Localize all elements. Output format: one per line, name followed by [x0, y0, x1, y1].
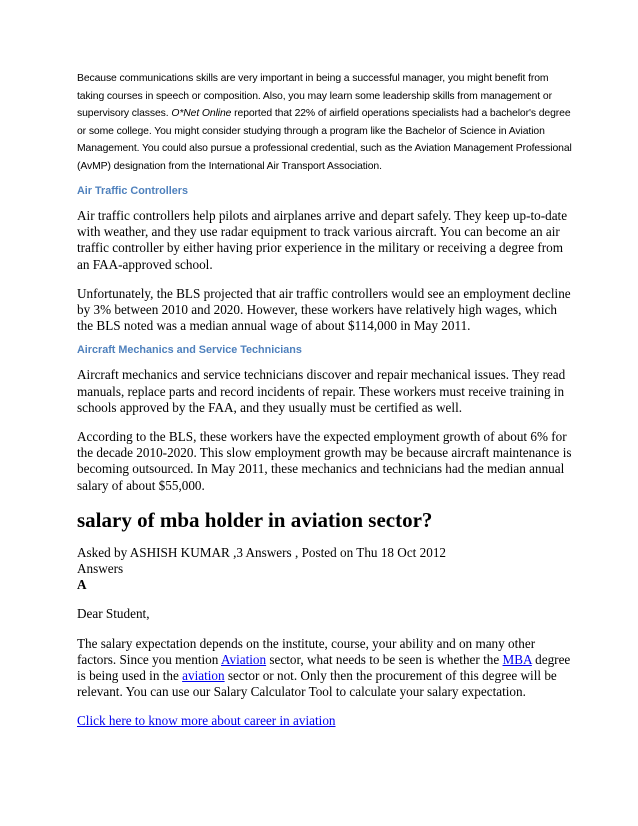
intro-source-name: O*Net Online — [171, 108, 232, 119]
career-aviation-link[interactable]: Click here to know more about career in aviation — [77, 713, 336, 729]
answer-text-2: sector, what needs to be seen is whether the — [266, 651, 503, 667]
answer-text-3: degree is being used in the — [77, 651, 571, 684]
air-traffic-paragraph-1: Air traffic controllers help pilots and airplanes arrive and depart safely. They keep up-to-date with weather, and they use radar equipment to track various aircraft. You can become an air traffic controller by either having prior experience in the military or receiving a degree from an FAA-approved school. — [77, 208, 568, 272]
intro-paragraph — [77, 70, 572, 175]
question-title: salary of mba holder in aviation sector? — [77, 507, 433, 532]
intro-text-2: reported that 22% of airfield operations specialists had a bachelor's degree or some college. You might consider studying through a program like the Bachelor of Science in Aviation Management. You could also pursue a professional credential, such as the Aviation Management Professional (AvMP) designation from the International Air Transport Association. — [77, 108, 572, 172]
answer-text-4: sector or not. Only then the procurement of this degree will be relevant. You can use our Salary Calculator Tool to calculate your salary expectation. — [77, 668, 557, 700]
intro-text-1: Because communications skills are very important in being a successful manager, you might benefit from taking courses in speech or composition. Also, you may learn some leadership skills from management or supervisory classes. — [77, 73, 552, 119]
answer-body — [77, 636, 572, 701]
aviation-link-2[interactable]: aviation — [182, 668, 225, 684]
answers-label: Answers — [77, 561, 124, 577]
answer-greeting: Dear Student, — [77, 606, 150, 622]
mechanics-paragraph-2: According to the BLS, these workers have the expected employment growth of about 6% for the decade 2010-2020. This slow employment growth may be because aircraft maintenance is becoming outsourced. In May 2011, these mechanics and technicians had the median annual salary of about $55,000. — [77, 429, 572, 493]
mba-link[interactable]: MBA — [502, 651, 532, 667]
air-traffic-heading: Air Traffic Controllers — [77, 185, 188, 197]
air-traffic-paragraph-2: Unfortunately, the BLS projected that air traffic controllers would see an employment decline by 3% between 2010 and 2020. However, these workers have relatively high wages, which the BLS noted was a median annual wage of about $114,000 in May 2011. — [77, 285, 571, 334]
mechanics-paragraph-1: Aircraft mechanics and service technicians discover and repair mechanical issues. They read manuals, replace parts and record incidents of repair. These workers must receive training in schools approved by the FAA, and they usually must be certified as well. — [77, 367, 566, 415]
mechanics-heading: Aircraft Mechanics and Service Technicians — [77, 344, 302, 357]
aviation-link[interactable]: Aviation — [220, 651, 267, 667]
career-link-paragraph — [77, 713, 572, 729]
question-meta: Asked by ASHISH KUMAR ,3 Answers , Posted on Thu 18 Oct 2012 — [77, 544, 447, 560]
answer-text-1: The salary expectation depends on the institute, course, your ability and on many other factors. Since you mention — [77, 635, 536, 667]
answer-avatar-letter: A — [77, 577, 87, 593]
document-page — [77, 70, 572, 730]
